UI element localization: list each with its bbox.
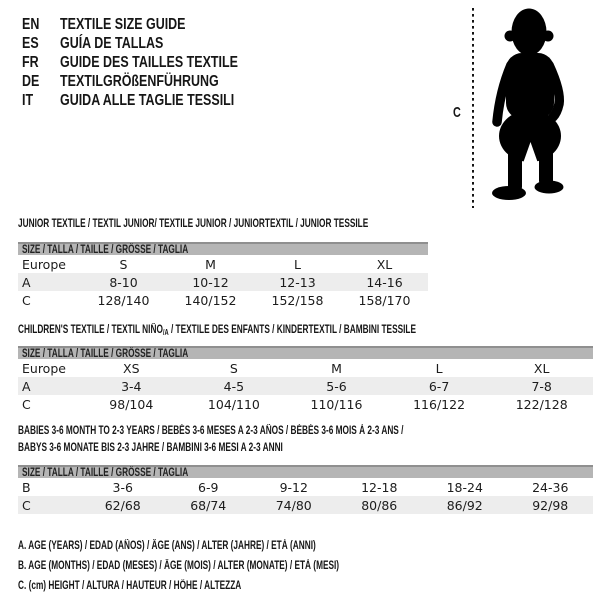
footnotes [18, 536, 464, 595]
height-cell: 62/68 [104, 497, 141, 513]
size-cell: L [435, 360, 443, 376]
table-row [18, 255, 428, 273]
footnote-b-text: B. AGE (MONTHS) / EDAD (MESES) / ÂGE (MOIS) / ALTER (MONATE) / ETÀ (MESI) [18, 559, 340, 572]
age-cell: 7-8 [531, 378, 552, 394]
section-babies-size-bar [18, 465, 593, 478]
age-cell: 8-10 [109, 274, 138, 290]
age-cell: 10-12 [192, 274, 229, 290]
height-cell: 140/152 [184, 292, 237, 308]
row-label: B [22, 479, 31, 495]
size-cell: S [229, 360, 238, 376]
height-cell: 110/116 [310, 396, 363, 412]
table-row [18, 359, 593, 377]
months-cell: 24-36 [532, 479, 569, 495]
height-cell: 98/104 [109, 396, 154, 412]
height-cell: 68/74 [190, 497, 227, 513]
table-row [18, 395, 593, 413]
months-cell: 9-12 [279, 479, 308, 495]
size-cell: XL [533, 360, 550, 376]
row-label: C [22, 396, 31, 412]
row-label: A [22, 274, 31, 290]
height-cell: 158/170 [358, 292, 411, 308]
language-code: FR [22, 54, 39, 71]
language-label: GUIDE DES TAILLES TEXTILE [60, 54, 238, 71]
height-cell: 92/98 [532, 497, 569, 513]
size-cell: M [331, 360, 342, 376]
language-label: TEXTILGRÖßENFÜHRUNG [60, 73, 219, 90]
height-cell: 80/86 [361, 497, 398, 513]
months-cell: 18-24 [446, 479, 483, 495]
age-cell: 5-6 [326, 378, 347, 394]
row-label: C [22, 497, 31, 513]
height-cell: 152/158 [271, 292, 324, 308]
section-children-size-bar [18, 346, 593, 359]
table-row [18, 478, 593, 496]
language-code: EN [22, 16, 40, 33]
baby-silhouette-icon [486, 3, 598, 205]
row-label: Europe [22, 256, 66, 272]
section-babies-heading [18, 422, 553, 456]
row-label: A [22, 378, 31, 394]
age-cell: 4-5 [223, 378, 245, 394]
section-children-heading [18, 321, 571, 337]
dashed-height-line-icon [471, 8, 475, 208]
months-cell: 12-18 [361, 479, 398, 495]
language-code: DE [22, 73, 40, 90]
height-measure-figure [450, 3, 600, 208]
height-measure-label [453, 103, 464, 122]
months-cell: 6-9 [198, 479, 219, 495]
row-label: Europe [22, 360, 66, 376]
height-cell: 128/140 [97, 292, 150, 308]
height-cell: 116/122 [413, 396, 466, 412]
language-label: GUÍA DE TALLAS [60, 35, 164, 52]
footnote-b [18, 556, 464, 576]
size-bar-label: SIZE / TALLA / TAILLE / GRÖSSE / TAGLIA [22, 467, 189, 479]
heading-text-post: / TEXTILE DES ENFANTS / KINDERTEXTIL / BAMBINI TESSILE [168, 324, 417, 336]
height-cell: 122/128 [515, 396, 568, 412]
size-cell: XS [123, 360, 140, 376]
height-cell: 74/80 [275, 497, 312, 513]
section-junior-heading [18, 215, 504, 231]
size-cell: M [205, 256, 216, 272]
section-babies-table [18, 478, 593, 514]
size-cell: S [119, 256, 128, 272]
heading-text-subscript: /A [162, 328, 169, 337]
age-cell: 3-4 [121, 378, 142, 394]
age-cell: 12-13 [279, 274, 316, 290]
table-row [18, 496, 593, 514]
section-babies-heading-line2 [18, 439, 553, 456]
language-code: IT [22, 92, 34, 109]
table-row [18, 291, 428, 309]
footnote-c-text: C. (cm) HEIGHT / ALTURA / HAUTEUR / HÖHE / ALTEZZA [18, 579, 242, 592]
language-code: ES [22, 35, 39, 52]
table-row [18, 377, 593, 395]
section-babies-heading-line1 [18, 422, 553, 439]
footnote-a-text: A. AGE (YEARS) / EDAD (AÑOS) / ÂGE (ANS) / ALTER (JAHRE) / ETÀ (ANNI) [18, 540, 316, 552]
row-label: C [22, 292, 31, 308]
size-bar-label: SIZE / TALLA / TAILLE / GRÖSSE / TAGLIA [22, 244, 189, 256]
size-bar-label: SIZE / TALLA / TAILLE / GRÖSSE / TAGLIA [22, 348, 189, 360]
heading-line1-text: BABIES 3-6 MONTH TO 2-3 YEARS / BEBÉS 3-6 MESES A 2-3 AÑOS / BÉBÉS 3-6 MOIS À 2-3 ANS / [18, 425, 404, 437]
heading-line2-text: BABYS 3-6 MONATE BIS 2-3 JAHRE / BAMBINI 3-6 MESI A 2-3 ANNI [18, 442, 283, 454]
section-junior-table [18, 255, 428, 309]
footnote-a [18, 536, 464, 556]
height-cell: 104/110 [207, 396, 260, 412]
table-row [18, 273, 428, 291]
section-junior-heading-text: JUNIOR TEXTILE / TEXTIL JUNIOR/ TEXTILE JUNIOR / JUNIORTEXTIL / JUNIOR TESSILE [18, 218, 369, 230]
age-cell: 6-7 [428, 378, 450, 394]
size-cell: XL [376, 256, 393, 272]
age-cell: 14-16 [366, 274, 403, 290]
height-cell: 86/92 [446, 497, 483, 513]
language-label: GUIDA ALLE TAGLIE TESSILI [60, 92, 235, 109]
language-list [22, 15, 342, 115]
footnote-c [18, 576, 464, 596]
section-children-table [18, 359, 593, 413]
section-children-heading-text [18, 322, 416, 341]
section-junior-size-bar [18, 242, 428, 255]
height-measure-letter: C [453, 104, 461, 121]
language-label: TEXTILE SIZE GUIDE [60, 16, 186, 33]
size-cell: L [294, 256, 301, 272]
heading-text-pre: CHILDREN'S TEXTILE / TEXTIL NIÑO [18, 324, 163, 336]
months-cell: 3-6 [112, 479, 133, 495]
